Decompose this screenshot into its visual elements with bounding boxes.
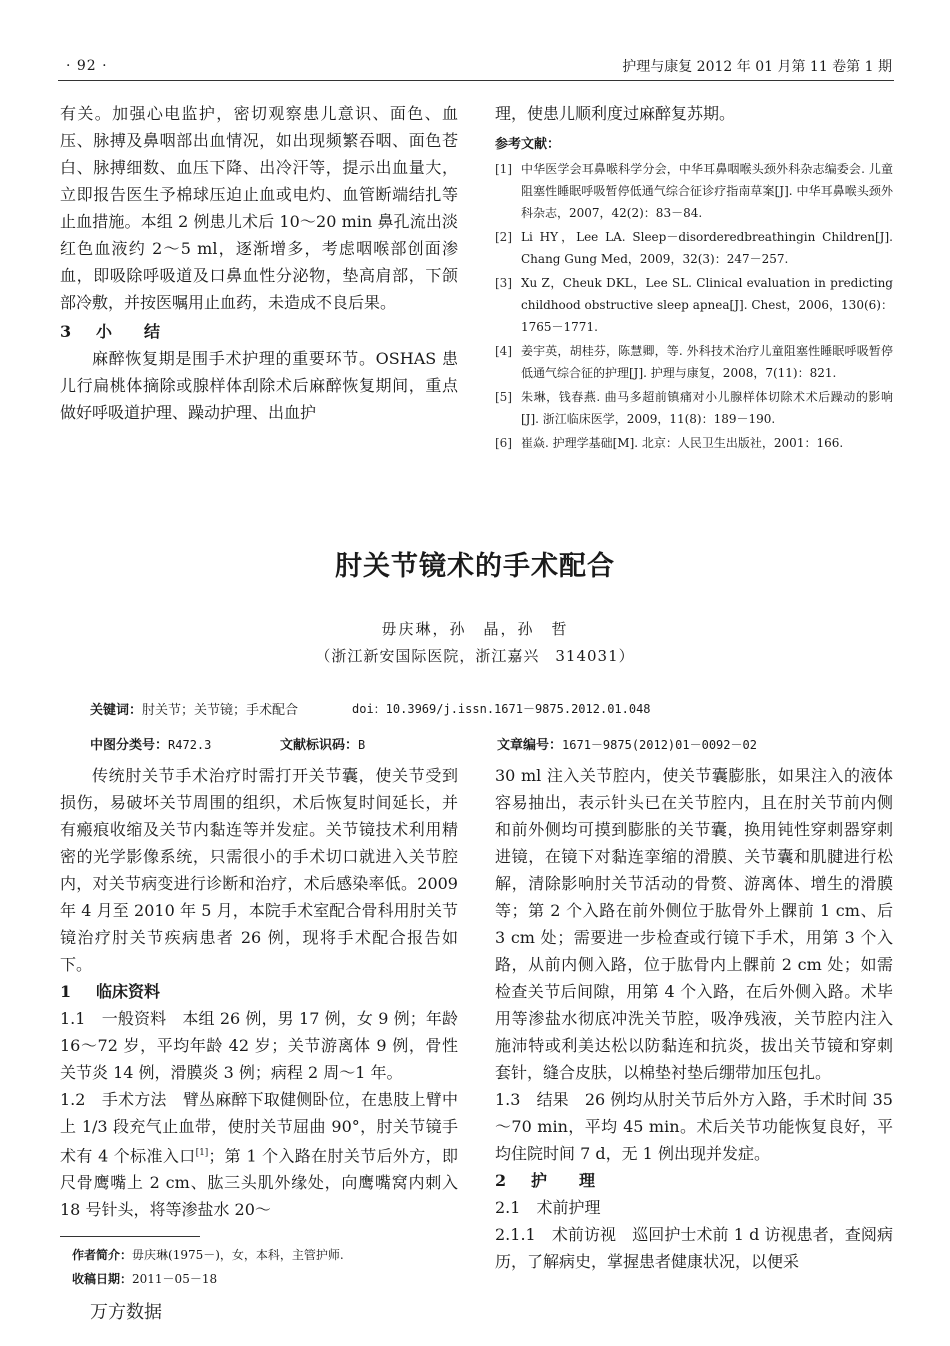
article-authors: 毋庆琳，孙 晶，孙 哲 (381, 620, 569, 638)
reference-list (495, 158, 893, 454)
section-heading-1 (60, 978, 458, 1005)
section-heading-3 (60, 318, 458, 345)
reference-item: [5] 朱琳，钱春燕. 曲马多超前镇痛对小儿腺样体切除术术后躁动的影响[J]. 浙江临床医学，2009，11(8)：189－190. (495, 390, 893, 426)
doc-code-line (280, 734, 365, 753)
reference-item: [6] 崔焱. 护理学基础[M]. 北京：人民卫生出版社，2001：166. (495, 436, 844, 450)
article-number-label: 文章编号： (497, 738, 563, 753)
intro-paragraph: 传统肘关节手术治疗时需打开关节囊，使关节受到损伤，易破坏关节周围的组织，术后恢复时间延长，并有瘢痕收缩及关节内黏连等并发症。关节镜技术利用精密的光学影像系统，只需很小的手术切口就进入关节腔内，对关节病变进行诊断和治疗，术后感染率低。2009 年 4 月至 2010 年 5 月，本院手术室配合骨科用肘关节镜治疗肘关节疾病患者 26 例，现将手术配合报告如下。 (60, 766, 458, 974)
doc-code-label: 文献标识码： (280, 738, 359, 753)
section-title: 临床资料 (96, 982, 161, 1001)
author-bio-text: 毋庆琳(1975－)，女，本科，主管护师. (132, 1248, 344, 1262)
subsection-text: 本组 26 例，男 17 例，女 9 例；年龄 16～72 岁，平均年龄 42 岁；关节游离体 9 例，骨性关节炎 14 例，滑膜炎 3 例；病程 2 周～1 年。 (60, 1009, 458, 1082)
references-heading: 参考文献： (495, 137, 561, 152)
received-date (72, 1270, 217, 1287)
subsection-1-1 (60, 1005, 458, 1086)
footnote-rule (60, 1236, 200, 1237)
keywords: 肘关节；关节镜；手术配合 (142, 703, 299, 718)
subsection-label: 2.1.1 术前访视 (495, 1225, 617, 1244)
section-title: 小 结 (96, 322, 161, 341)
section-title: 护 理 (531, 1171, 596, 1190)
doi: doi：10.3969/j.issn.1671－9875.2012.01.048 (352, 702, 651, 716)
article-title: 肘关节镜术的手术配合 (335, 551, 615, 582)
article-number-line (497, 734, 757, 753)
journal-header: 护理与康复 2012 年 01 月第 11 卷第 1 期 (622, 59, 892, 75)
subsection-label: 1.2 手术方法 (60, 1090, 167, 1109)
received-label: 收稿日期： (72, 1272, 133, 1286)
author-bio-label: 作者简介： (72, 1248, 133, 1262)
summary-paragraph: 麻醉恢复期是围手术护理的重要环节。OSHAS 患儿行扁桃体摘除或腺样体刮除术后麻醉恢复期间，重点做好呼吸道护理、躁动护理、出血护 (60, 349, 458, 422)
received-value: 2011－05－18 (132, 1272, 218, 1286)
method-continuation: 30 ml 注入关节腔内，使关节囊膨胀，如果注入的液体容易抽出，表示针头已在关节腔内，且在肘关节前内侧和前外侧均可摸到膨胀的关节囊，换用钝性穿刺器穿刺进镜，在镜下对黏连挛缩的滑膜、关节囊和肌腱进行松解，清除影响肘关节活动的骨赘、游离体、增生的滑膜等；第 2 个入路在前外侧位于肱骨外上髁前 1 cm、后 3 cm 处；需要进一步检查或行镜下手术，用第 3 个入路，从前内侧入路，位于肱骨内上髁前 2 cm 处；如需检查关节后间隙，用第 4 个入路，在后外侧入路。术毕用等渗盐水彻底冲洗关节腔，吸净残液，关节腔内注入施沛特或利美达松以防黏连和抗炎，拔出关节镜和穿刺套针，缝合皮肤，以棉垫衬垫后绷带加压包扎。 (495, 766, 893, 1082)
reference-item: [3] Xu Z，Cheuk DKL，Lee SL. Clinical evaluation in predicting childhood obstructive sleep apnea[J]. Chest，2006，130(6)：1765－1771. (495, 276, 893, 334)
citation: [1] (195, 1148, 209, 1158)
article-number-value: 1671－9875(2012)01－0092－02 (562, 738, 757, 752)
doc-code-value: B (358, 738, 366, 752)
prev-article-paragraph: 有关。加强心电监护，密切观察患儿意识、面色、血压、脉搏及鼻咽部出血情况，如出现频繁吞咽、面色苍白、脉搏细数、血压下降、出冷汗等，提示出血量大，立即报告医生予棉球压迫止血或电灼、血管断端结扎等止血措施。本组 2 例患儿术后 10～20 min 鼻孔流出淡红色血液约 2～5 ml，逐渐增多，考虑咽喉部创面渗血，即吸除呼吸道及口鼻血性分泌物，垫高肩部，下颌部冷敷，并按医嘱用止血药，未造成不良后果。 (60, 104, 458, 312)
subsection-text: 26 例均从肘关节后外方入路，手术时间 35～70 min，平均 45 min。术后关节功能恢复良好，平均住院时间 7 d，无 1 例出现并发症。 (495, 1090, 893, 1163)
prev-article-right-column (495, 100, 893, 456)
subsection-1-3 (495, 1086, 893, 1167)
prev-article-left-column (60, 100, 458, 426)
header-rule (58, 80, 894, 81)
author-bio (72, 1246, 344, 1263)
watermark: 万方数据 (90, 1302, 162, 1323)
clc-line (90, 734, 211, 753)
subsection-label: 1.1 一般资料 (60, 1009, 167, 1028)
keywords-line (90, 699, 298, 718)
section-number: 2 (495, 1171, 507, 1190)
subsection-1-2 (60, 1086, 458, 1223)
subsection-label: 1.3 结果 (495, 1090, 569, 1109)
reference-item: [2] Li HY，Lee LA. Sleep－disorderedbreathingin Children[J]. Chang Gung Med，2009，32(3)：247－257. (495, 230, 893, 266)
section-number: 3 (60, 322, 72, 341)
reference-item: [1] 中华医学会耳鼻喉科学分会，中华耳鼻咽喉头颈外科杂志编委会. 儿童阻塞性睡眠呼吸暂停低通气综合征诊疗指南草案[J]. 中华耳鼻喉头颈外科杂志，2007，42(2)：83－84. (495, 162, 893, 220)
page-number: · 92 · (66, 58, 108, 74)
subsection-text: 臂丛麻醉下取健侧卧位，在患肢上臂中上 1/3 段充气止血带，使肘关节屈曲 90°，肘关节镜手术有 4 个标准入口 (60, 1090, 458, 1166)
subsection-2-1: 2.1 术前护理 (495, 1198, 601, 1217)
section-number: 1 (60, 982, 72, 1001)
subsection-text: 巡回护士术前 1 d 访视患者，查阅病历，了解病史，掌握患者健康状况，以便采 (495, 1225, 893, 1271)
article-affiliation: （浙江新安国际医院，浙江嘉兴 314031） (315, 647, 635, 665)
reference-item: [4] 姜宇英，胡桂芬，陈慧卿，等. 外科技术治疗儿童阻塞性睡眠呼吸暂停低通气综合征的护理[J]. 护理与康复，2008，7(11)：821. (495, 344, 893, 380)
subsection-2-1-1 (495, 1221, 893, 1275)
keywords-label: 关键词： (90, 703, 143, 718)
summary-continuation: 理，使患儿顺利度过麻醉复苏期。 (495, 104, 736, 123)
section-heading-2 (495, 1167, 893, 1194)
article-left-column (60, 762, 458, 1223)
clc-value: R472.3 (168, 738, 212, 752)
article-right-column (495, 762, 893, 1275)
subsection-text: ；第 1 个入路在肘关节后外方，即尺骨鹰嘴上 2 cm、肱三头肌外缘处，向鹰嘴窝内刺入 18 号针头，将等渗盐水 20～ (60, 1146, 458, 1220)
clc-label: 中图分类号： (90, 738, 169, 753)
